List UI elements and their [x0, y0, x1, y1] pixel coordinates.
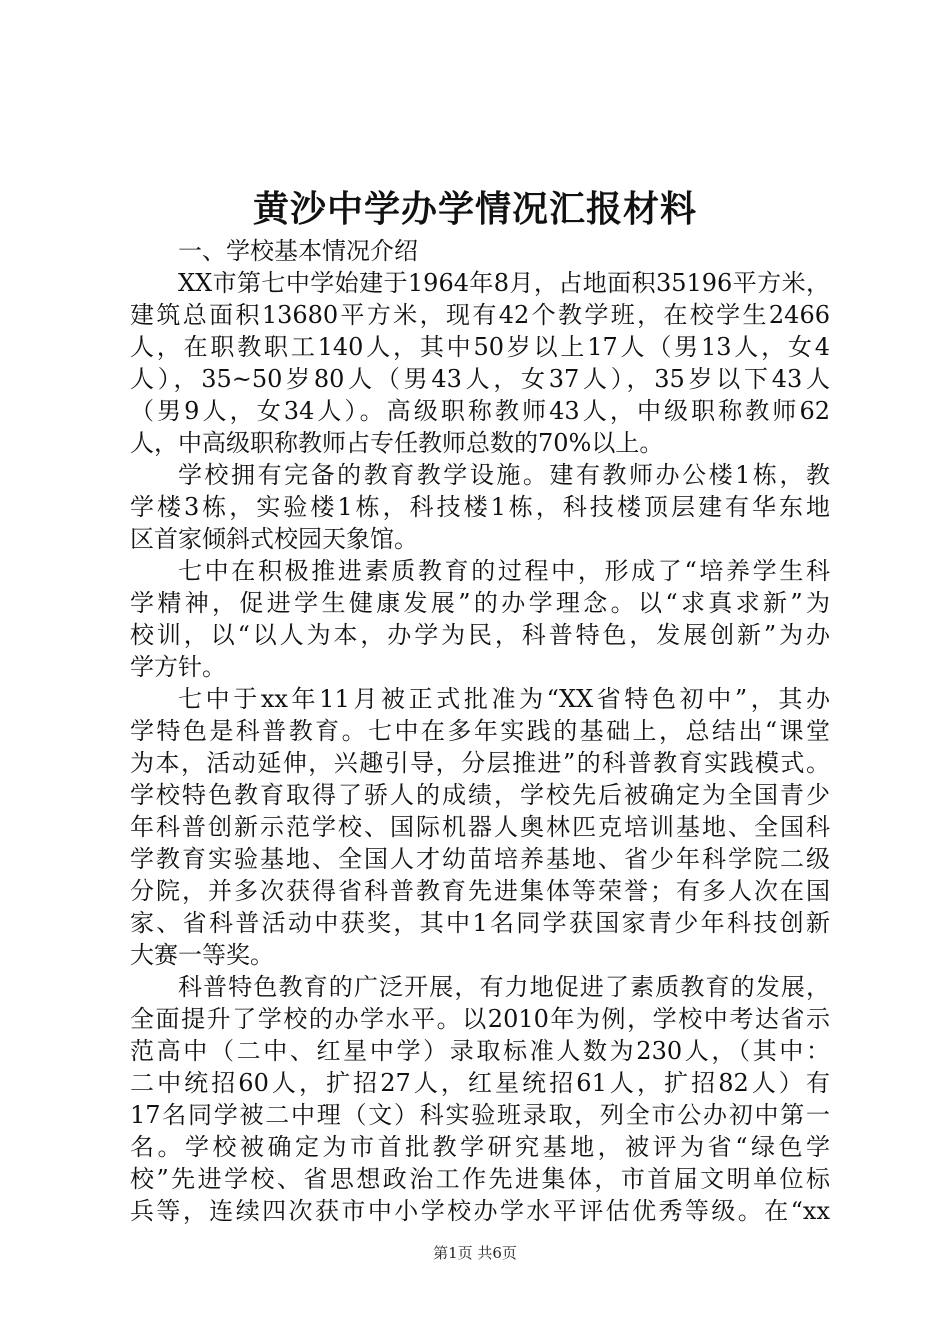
- body-line: 七中于xx年11月被正式批准为“XX省特色初中”，其办: [178, 685, 830, 713]
- body-line: 全面提升了学校的办学水平。以2010年为例，学校中考达省示: [130, 1005, 830, 1033]
- body-line: 二中统招60人，扩招27人，红星统招61人，扩招82人）有: [130, 1069, 830, 1097]
- body-line: 兵等，连续四次获市中小学校办学水平评估优秀等级。在“xx: [130, 1197, 830, 1225]
- document-title: 黄沙中学办学情况汇报材料: [252, 188, 697, 230]
- body-line: 科普特色教育的广泛开展，有力地促进了素质教育的发展，: [178, 973, 830, 1001]
- body-line: 人），35~50岁80人（男43人，女37人），35岁以下43人: [130, 365, 830, 393]
- document-body: [130, 235, 830, 1227]
- body-line: 范高中（二中、红星中学）录取标准人数为230人，（其中：: [130, 1037, 830, 1065]
- body-line: 为本，活动延伸，兴趣引导，分层推进”的科普教育实践模式。: [130, 749, 830, 777]
- body-line: 17名同学被二中理（文）科实验班录取，列全市公办初中第一: [130, 1101, 830, 1129]
- body-line: 学校拥有完备的教育教学设施。建有教师办公楼1栋，教: [178, 461, 830, 489]
- body-line: 学教育实验基地、全国人才幼苗培养基地、省少年科学院二级: [130, 845, 830, 873]
- body-line: 学方针。: [130, 653, 226, 681]
- body-line: 大赛一等奖。: [130, 941, 274, 969]
- body-line: 学特色是科普教育。七中在多年实践的基础上，总结出“课堂: [130, 717, 830, 745]
- body-line: 人，在职教职工140人，其中50岁以上17人（男13人，女4: [130, 333, 830, 361]
- body-line: 年科普创新示范学校、国际机器人奥林匹克培训基地、全国科: [130, 813, 830, 841]
- body-line: 学楼3栋，实验楼1栋，科技楼1栋，科技楼顶层建有华东地: [130, 493, 830, 521]
- body-line: 名。学校被确定为市首批教学研究基地，被评为省“绿色学: [130, 1133, 830, 1161]
- body-line: 学校特色教育取得了骄人的成绩，学校先后被确定为全国青少: [130, 781, 830, 809]
- body-line: 建筑总面积13680平方米，现有42个教学班，在校学生2466: [130, 301, 830, 329]
- body-line: 学精神，促进学生健康发展”的办学理念。以“求真求新”为: [130, 589, 830, 617]
- body-line: 分院，并多次获得省科普教育先进集体等荣誉；有多人次在国: [130, 877, 830, 905]
- body-line: 家、省科普活动中获奖，其中1名同学获国家青少年科技创新: [130, 909, 830, 937]
- section-heading: 一、学校基本情况介绍: [178, 237, 418, 265]
- body-line: 区首家倾斜式校园天象馆。: [130, 525, 418, 553]
- body-line: XX市第七中学始建于1964年8月，占地面积35196平方米，: [178, 269, 830, 297]
- page-number: 第1页 共6页: [433, 1244, 517, 1262]
- body-line: （男9人，女34人）。高级职称教师43人，中级职称教师62: [130, 397, 830, 425]
- body-line: 七中在积极推进素质教育的过程中，形成了“培养学生科: [178, 557, 830, 585]
- body-line: 人，中高级职称教师占专任教师总数的70%以上。: [130, 429, 664, 457]
- body-line: 校训，以“以人为本，办学为民，科普特色，发展创新”为办: [130, 621, 830, 649]
- body-line: 校”先进学校、省思想政治工作先进集体，市首届文明单位标: [130, 1165, 830, 1193]
